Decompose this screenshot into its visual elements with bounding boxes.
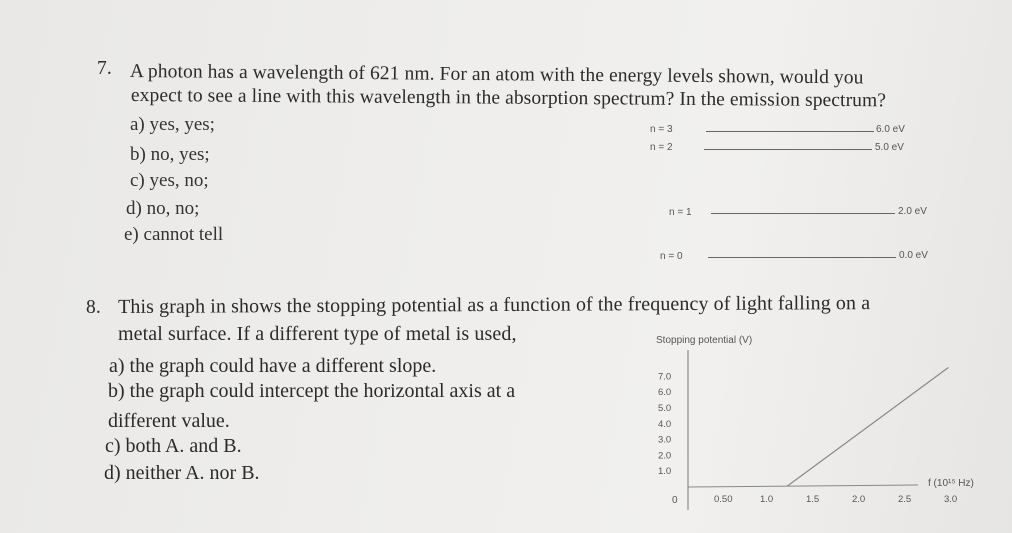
question-7-line-2: expect to see a line with this wavelength in the absorption spectrum? In the emission spectrum? [130,84,887,112]
question-7-option-b: b) no, yes; [130,144,210,165]
x-tick-label: 2.5 [898,494,912,505]
x-tick-label: 1.0 [760,494,774,505]
level-n3-label: n = 3 [650,124,673,135]
level-n3-energy: 6.0 eV [876,124,905,135]
graph-x-axis-label: f (10¹⁵ Hz) [928,478,974,489]
y-tick-label: 3.0 [658,434,672,446]
question-8-number: 8. [86,297,101,318]
x-tick-label: 3.0 [944,494,958,505]
graph-origin-label: 0 [672,495,678,506]
level-n0-energy: 0.0 eV [899,250,928,261]
level-n2-energy: 5.0 eV [875,142,904,153]
question-7-line-1: A photon has a wavelength of 621 nm. For an atom with the energy levels shown, would you [129,60,864,89]
graph-data-line [787,368,948,487]
y-tick-label: 2.0 [658,450,672,462]
question-7-number: 7. [97,58,112,79]
x-tick-label: 2.0 [852,494,866,505]
question-8-option-d: d) neither A. nor B. [104,462,260,484]
level-n1-energy: 2.0 eV [898,206,927,217]
question-8-option-b: b) the graph could intercept the horizontal axis at a [108,380,516,402]
graph-y-axis-label: Stopping potential (V) [656,335,753,346]
y-tick-label: 6.0 [658,387,672,399]
x-tick-label: 0.50 [714,494,733,505]
graph-x-axis [688,485,918,487]
question-7-option-e: e) cannot tell [124,224,224,245]
question-8-line-1: This graph in shows the stopping potential as a function of the frequency of light falling on a [118,292,871,318]
question-8-option-b-continued: different value. [108,410,230,432]
question-7-option-a: a) yes, yes; [130,114,215,135]
question-7-option-d: d) no, no; [126,198,200,219]
graph-x-ticks [714,494,957,505]
question-8-option-c: c) both A. and B. [105,435,242,457]
level-n1-label: n = 1 [669,207,692,218]
graph-y-ticks [658,371,671,477]
y-tick-label: 7.0 [658,371,672,383]
y-tick-label: 5.0 [658,403,672,414]
question-7-option-c: c) yes, no; [130,170,209,191]
level-n0-label: n = 0 [660,251,683,262]
level-n2-label: n = 2 [650,142,673,153]
question-8-line-2: metal surface. If a different type of metal is used, [118,323,517,345]
y-tick-label: 1.0 [658,466,672,478]
y-tick-label: 4.0 [658,418,672,430]
x-tick-label: 1.5 [806,494,820,505]
question-8-option-a: a) the graph could have a different slope. [109,355,437,377]
